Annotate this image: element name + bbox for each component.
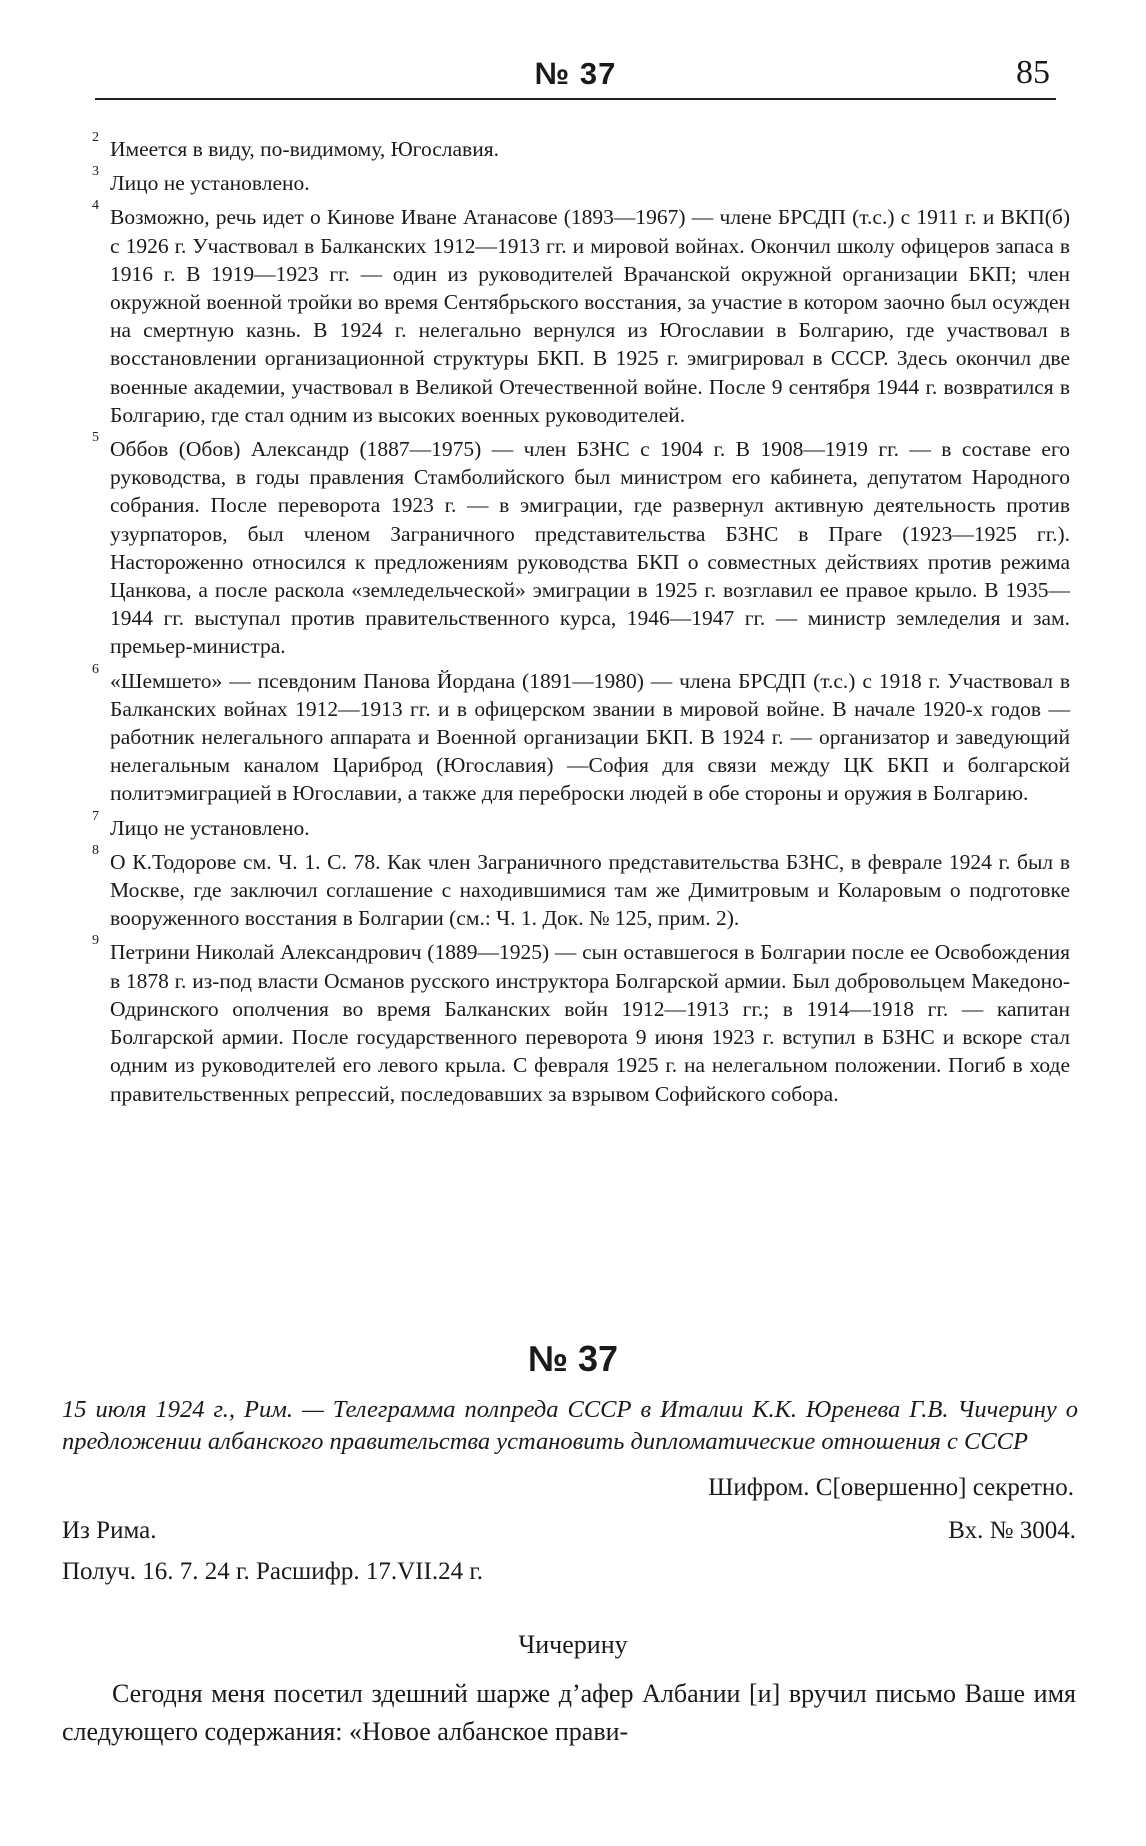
footnote-text: Лицо не установлено.: [110, 815, 310, 840]
cipher-note: Шифром. С[овершенно] секретно.: [708, 1474, 1074, 1501]
page-number: 85: [1016, 54, 1050, 91]
footnote-text: Возможно, речь идет о Кинове Иване Атанасове (1893—1967) — члене БРСДП (т.с.) с 1911 г. и ВКП(б) с 1926 г. Участвовал в Балканских 1912—1913 гг. и мировой войнах. Окончил школу офицеров запаса в 1916 г. В 1919—1923 гг. — один из руководителей Врачанской окружной организации БКП; член окружной военной тройки во время Сентябрьского восстания, за участие в котором заочно был осужден на смертную казнь. В 1924 г. нелегально вернулся из Югославии в Болгарию, где участвовал в восстановлении организационной структуры БКП. В 1925 г. эмигрировал в СССР. Здесь окончил две военные академии, участвовал в Великой Отечественной войне. После 9 сентября 1944 г. возвратился в Болгарию, где стал одним из высоких военных руководителей.: [110, 205, 1070, 427]
footnote-text: Петрини Николай Александрович (1889—1925) — сын оставшегося в Болгарии после ее Освобождения в 1878 г. из-под власти Османов русского инструктора Болгарской армии. Был добровольцем Македоно-Одринского ополчения во время Балканских войн 1912—1913 гг.; в 1914—1918 гг. — капитан Болгарской армии. После государственного переворота 9 июня 1923 г. вступил в БЗНС и вскоре стал одним из руководителей его левого крыла. С февраля 1925 г. на нелегальном положении. Погиб в ходе правительственных репрессий, последовавших за взрывом Софийского собора.: [110, 940, 1070, 1106]
footnote: [92, 164, 1070, 197]
footnote-marker: 9: [92, 933, 99, 949]
running-header: [95, 52, 1056, 100]
document-heading: 15 июля 1924 г., Рим. — Телеграмма полпреда СССР в Италии К.К. Юренева Г.В. Чичерину о предложении албанского правительства установить дипломатические отношения с СССР: [62, 1396, 1078, 1455]
origin-city: Из Рима.: [62, 1517, 157, 1544]
footnote-text: «Шемшето» — псевдоним Панова Йордана (1891—1980) — члена БРСДП (т.с.) с 1918 г. Участвовал в Балканских войнах 1912—1913 гг. и в офицерском звании в мировой войне. В начале 1920-х годов — работник нелегального аппарата и Военной организации БКП. В 1924 г. — организатор и заведующий нелегальным каналом Цариброд (Югославия) —София для связи между ЦК БКП и болгарской политэмиграцией в Югославии, а также для переброски людей в обе стороны и оружия в Болгарию.: [110, 668, 1070, 806]
footnote: [92, 130, 1070, 163]
footnote-marker: 6: [92, 661, 99, 677]
footnote-text: Лицо не установлено.: [110, 171, 310, 196]
footnote-marker: 4: [92, 198, 99, 214]
footnote: [92, 198, 1070, 429]
footnotes-block: [92, 130, 1070, 1114]
footnote-marker: 2: [92, 130, 99, 145]
footnote-marker: 5: [92, 430, 99, 446]
origin-line: [62, 1517, 1076, 1545]
telegram-body: Сегодня меня посетил здешний шарже д’афер Албании [и] вручил письмо Ваше имя следующего содержания: «Новое албанское прави-: [62, 1679, 1076, 1746]
incoming-number: Вх. № 3004.: [948, 1517, 1076, 1544]
footnote: [92, 933, 1070, 1107]
footnote: [92, 842, 1070, 933]
footnote-marker: 8: [92, 842, 99, 858]
footnote: [92, 661, 1070, 808]
footnote-text: Оббов (Обов) Александр (1887—1975) — член БЗНС с 1904 г. В 1908—1919 гг. — в составе его руководства, в годы правления Стамболийского был министром его кабинета, депутатом Народного собрания. После переворота 1923 г. — в эмиграции, где развернул активную деятельность против узурпаторов, был членом Заграничного представительства БЗНС в Праге (1923—1925 гг.). Настороженно относился к предложениям руководства БКП о совместных действиях против режима Цанкова, а после раскола «земледельческой» эмиграции в 1925 г. возглавил ее правое крыло. В 1935—1944 гг. выступал против правительственного курса, 1946—1947 гг. — министр земледелия и зам. премьер-министра.: [110, 437, 1070, 659]
received-line: Получ. 16. 7. 24 г. Расшифр. 17.VII.24 г.: [62, 1558, 484, 1585]
footnote: [92, 808, 1070, 842]
document-number: № 37: [527, 1338, 619, 1379]
footnote: [92, 430, 1070, 661]
footnote-marker: 3: [92, 164, 99, 180]
footnote-text: О К.Тодорове см. Ч. 1. С. 78. Как член Заграничного представительства БЗНС, в феврале 1924 г. был в Москве, где заключил соглашение с находившимися там же Димитровым и Коларовым о подготовке вооруженного восстания в Болгарии (см.: Ч. 1. Док. № 125, прим. 2).: [110, 849, 1070, 931]
footnote-marker: 7: [92, 808, 99, 824]
addressee: Чичерину: [518, 1630, 628, 1659]
running-header-doc-number: № 37: [534, 56, 617, 91]
footnote-text: Имеется в виду, по-видимому, Югославия.: [110, 137, 499, 161]
